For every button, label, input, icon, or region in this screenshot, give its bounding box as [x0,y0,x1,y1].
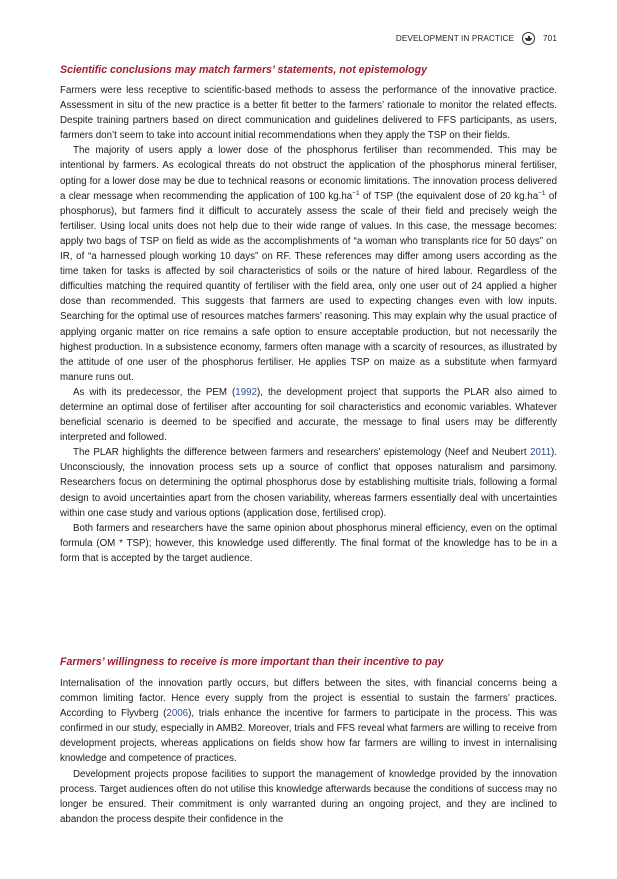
journal-title: DEVELOPMENT IN PRACTICE [395,34,515,43]
paragraph: Both farmers and researchers have the same opinion about phosphorus mineral efficiency, even on the optimal formula (OM * TSP); however, this knowledge used differently. The final format of the knowledge has to be in a form that is accepted by the target audience. [60,522,557,564]
running-head [396,32,557,45]
section-heading-scientific-conclusions: Scientific conclusions may match farmers’ statements, not epistemology [60,64,427,76]
section-2-body [60,676,557,827]
paragraph: As with its predecessor, the PEM (1992), the development project that supports the PLAR also aimed to determine an optimal dose of fertiliser after accounting for soil characteristics and economic variables. Whatever beneficial scenario is deemed to be specified and accurate, the message to final users may be differently interpreted and followed. [60,386,557,444]
paragraph: Internalisation of the innovation partly occurs, but differs between the sites, with financial concerns being a common limiting factor. Hence every supply from the project is essential to sustain the farmers’ practices. According to Flyvberg (2006), trials enhance the incentive for farmers to participate in the process. This was confirmed in our study, especially in AMB2. Moreover, trials and FFS reveal what farmers are willing to receive from development projects, whereas applications on fields show how far farmers are willing to invest in internalising knowledge and competence of practices. [60,678,558,765]
section-1-body [60,83,557,566]
paragraph: Farmers were less receptive to scientific-based methods to assess the performance of the innovative practice. Assessment in situ of the new practice is a better fit better to the farmers’ rationale to monitor the related effects. Despite training partners based on direct communication and guidelines delivered to FFS participants, as users, farmers don’t seem to take into account initial recommendations when they apply the TSP on their fields. [60,85,557,142]
paragraph: Development projects propose facilities to support the management of knowledge provided by the innovation process. Target audiences often do not utilise this knowledge afterwards because the conditions of success may no longer be ensured. Their commitment is only warranted during an ongoing project, and they are inclined to abandon the process despite their confidence in the [60,768,557,825]
section-heading-willingness-to-receive: Farmers’ willingness to receive is more important than their incentive to pay [60,656,444,668]
citation-link[interactable]: 1992 [235,386,257,398]
paragraph: The PLAR highlights the difference between farmers and researchers’ epistemology (Neef and Neubert 2011). Unconsciously, the innovation process sets up a source of conflict that opposes naturalism and parsimony. Researchers focus on determining the optimal phosphorus dose by establishing multisite trials, following a formal design to avoid uncertainties apart from the chosen variability, whereas farmers essentially deal with uncertainties within one case study and various options (application dose, fertilised crop). [60,447,557,519]
journal-logo-icon [522,32,535,45]
page-number: 701 [543,34,557,43]
citation-link[interactable]: 2011 [530,447,552,459]
citation-link[interactable]: 2006 [166,708,189,720]
paragraph: The majority of users apply a lower dose of the phosphorus fertiliser than recommended. This may be intentional by farmers. As ecological threats do not obstruct the application of the phosphorus mineral fertiliser, opting for a lower dose may be due to technical reasons or economic limitations. The innovation process delivered a clear message when recommending the application of 100 $kg.ha^{-1}$ of TSP (the equivalent dose of 20 $kg.ha^{-1}$ of phosphorus), but farmers find it difficult to accurately assess the scale of their field and precisely weigh the fertiliser. Using local units does not help due to their wide range of values. In this case, the message becomes: apply two bags of TSP on field as wide as the accomplishments of “a woman who transplants rice for 50 days” on IR, of “a harnessed plough working 10 days” on RF. These references may differ among users according as the time taken for tasks is affected by soil characteristics of soils or the nature of hired labour. Regardless of the difficulties matching the required quantity of fertiliser with the field area, only one user out of 24 applied a higher dose than recommended. This suggests that farmers are used to expecting changes even with low inputs. Searching for the optimal use of resources matches farmers’ reasoning. This may explain why the usual practice of applying organic matter on rice remains a safe option to ensure acceptable production, but not necessarily the highest production. In a subsistence economy, farmers often manage with a scarcity of resources, as illustrated by the attitude of one user of the phosphorus fertiliser. He applies TSP on maize as a substitute when farmyard manure runs out. [60,145,558,383]
